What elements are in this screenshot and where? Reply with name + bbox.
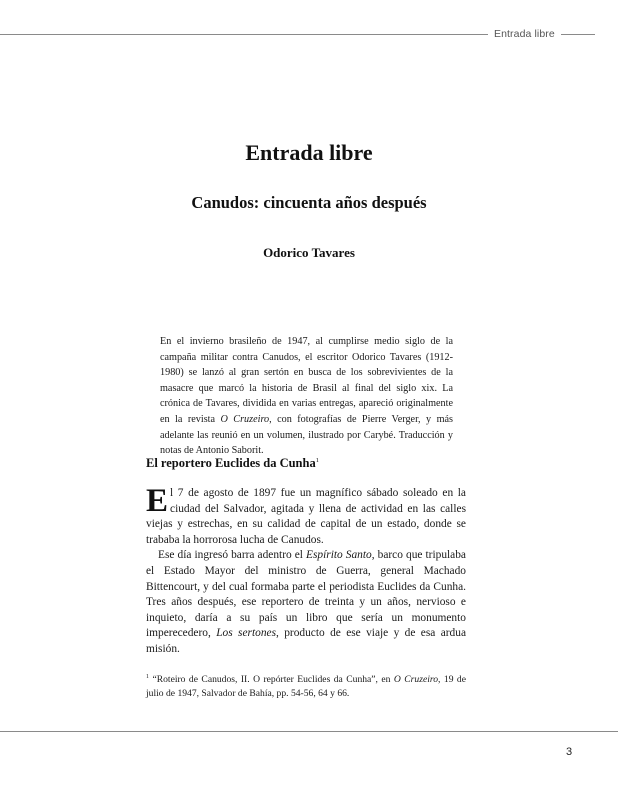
paragraph-2-text-c: , producto de ese viaje y de esa ardua misión.: [146, 627, 466, 655]
book-title: Los sertones: [216, 627, 276, 640]
abstract-text-start: En el invierno brasileño de 1947, al cumplirse medio siglo de la campaña militar contra Canudos, el escritor Odorico Tavares (1912-1980) se lanzó al gran sertón en busca de los sobrevivientes de la masacre que marcó la historia de Brasil al final del siglo xix. La crónica de Tavares, dividida en varias entregas, apareció originalmente en la revista: [160, 336, 453, 425]
page-subtitle: Canudos: cincuenta años después: [191, 193, 427, 212]
drop-cap: E: [146, 483, 169, 519]
footer-rule: [0, 731, 618, 732]
footnote-text-end: , 19 de julio de 1947, Salvador de Bahía, pp. 54-56, 64 y 66.: [146, 674, 466, 699]
paragraph-1-text: l 7 de agosto de 1897 fue un magnífico sábado soleado en la ciudad del Salvador, agitada y llena de actividad en las calles viejas y estrechas, en su calidad de capital de un estado, donde se trababa la horrorosa lucha de Canudos.: [146, 487, 466, 546]
abstract-magazine-title: O Cruzeiro: [220, 413, 270, 425]
paragraph-2-text-b: , barco que tripulaba el Estado Mayor del ministro de Guerra, general Machado Bittencourt, y del cual formaba parte el periodista Euclides da Cunha. Tres años después, ese reportero de treinta y un años, nervioso e inquieto, daría a su país un libro que sería un monumento imperecedero,: [146, 549, 466, 640]
footnote-mark: 1: [146, 674, 149, 680]
ship-name: Espírito Santo: [306, 549, 372, 562]
body-paragraph-1: [146, 483, 466, 548]
author-name: Odorico Tavares: [263, 245, 355, 260]
paragraph-2-text-a: Ese día ingresó barra adentro el: [158, 549, 307, 562]
section-heading: [146, 456, 319, 471]
body-text: [146, 483, 466, 658]
abstract-text-end: , con fotografías de Pierre Verger, y más adelante las reunió en un volumen, ilustrado por Carybé. Traducción y notas de Antonio Saborit.: [160, 413, 453, 457]
page-title: Entrada libre: [245, 140, 373, 165]
page-number: 3: [566, 746, 573, 758]
header-rule-right: [561, 34, 595, 35]
running-head: Entrada libre: [494, 28, 555, 40]
footnote-text-start: “Roteiro de Canudos, II. O repórter Euclides da Cunha”, en: [149, 674, 394, 685]
header-rule-left: [0, 34, 488, 35]
body-paragraph-2: [146, 548, 466, 657]
footnote-magazine-title: O Cruzeiro: [393, 674, 439, 685]
section-footnote-mark: 1: [315, 457, 319, 464]
footnote: [146, 670, 466, 701]
abstract: [160, 334, 453, 459]
section-heading-text: El reportero Euclides da Cunha: [146, 456, 316, 470]
